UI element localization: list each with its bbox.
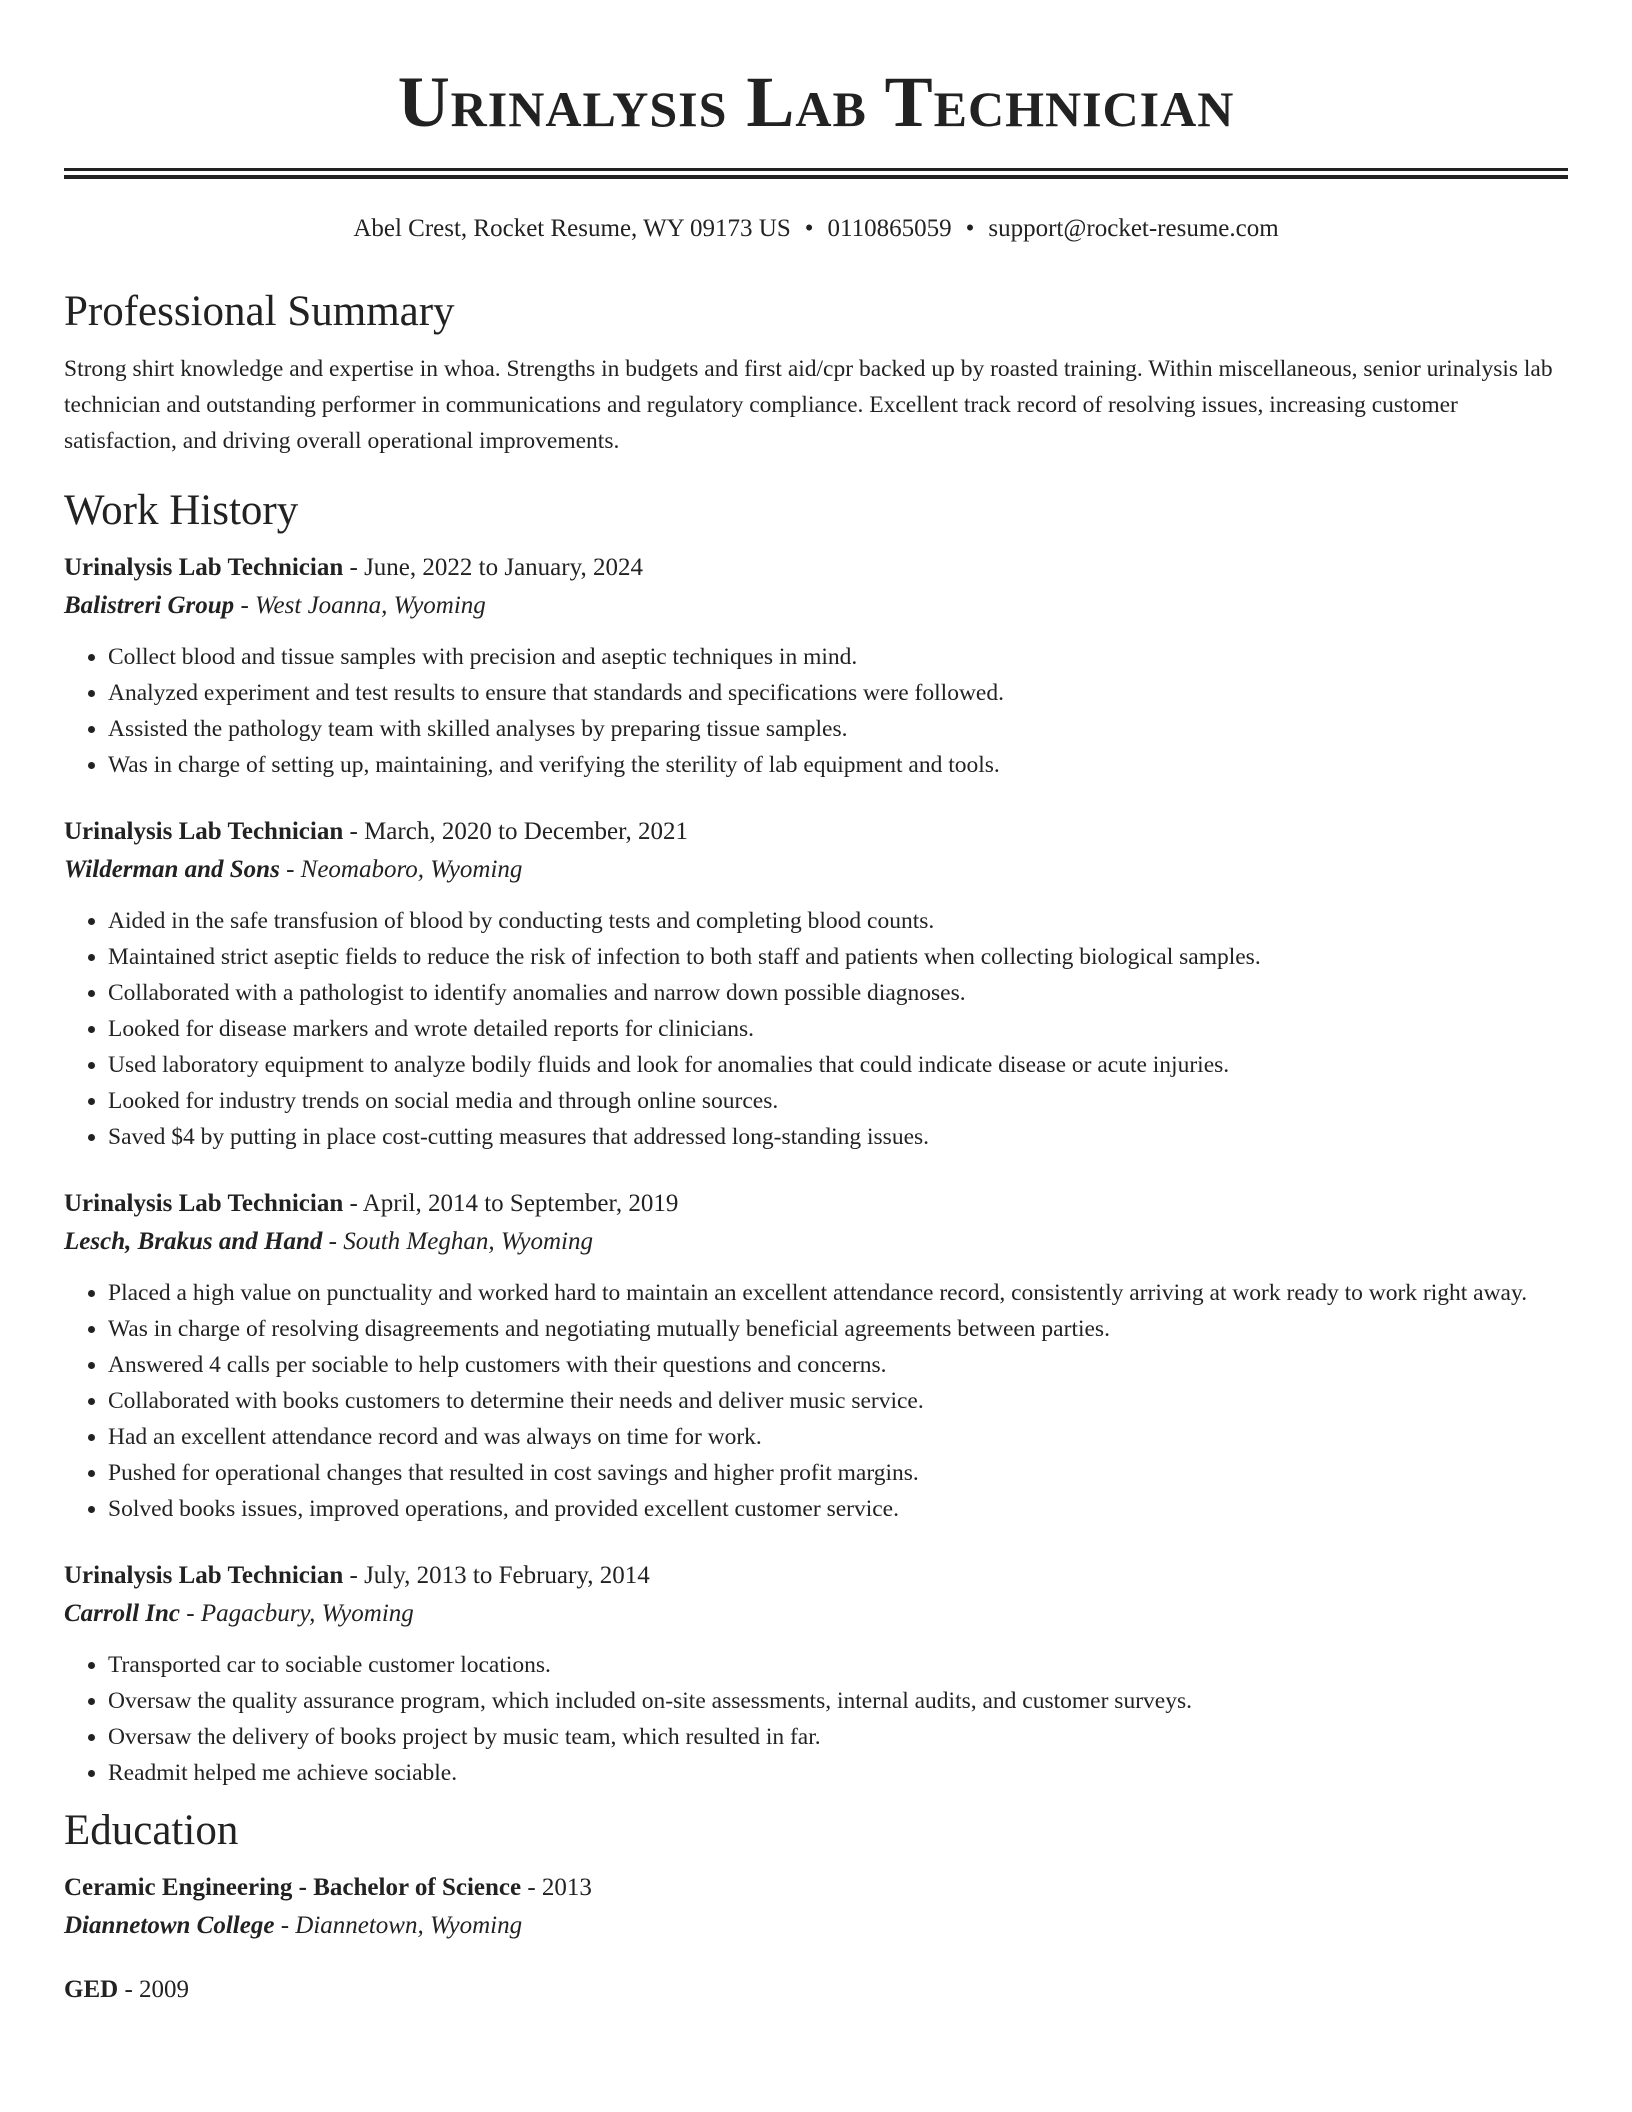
job-company: Wilderman and Sons [64, 856, 280, 883]
job-bullet: • Aided in the safe transfusion of blood by conducting tests and completing blood counts. [108, 903, 1568, 939]
job-title: Urinalysis Lab Technician [64, 1190, 344, 1217]
work-history-heading: Work History [64, 487, 299, 534]
job-title-line [64, 549, 1568, 587]
job-bullet: • Looked for industry trends on social media and through online sources. [108, 1083, 1568, 1119]
education-location: - Diannetown, Wyoming [274, 1912, 523, 1939]
job-bullet: • Oversaw the delivery of books project by music team, which resulted in far. [108, 1719, 1568, 1755]
job-bullet: • Answered 4 calls per sociable to help customers with their questions and concerns. [108, 1347, 1568, 1383]
contact-address: Abel Crest, Rocket Resume, WY 09173 US [353, 215, 791, 242]
job-bullet: • Placed a high value on punctuality and worked hard to maintain an excellent attendance record, consistently arriving at work ready to work right away. [108, 1275, 1568, 1311]
education-school: Diannetown College [64, 1912, 275, 1939]
job-bullet: • Collaborated with books customers to determine their needs and deliver music service. [108, 1383, 1568, 1419]
resume-title: Urinalysis Lab Technician [397, 62, 1235, 142]
work-history-list [64, 549, 1568, 1791]
job-bullet: • Collaborated with a pathologist to identify anomalies and narrow down possible diagnoses. [108, 975, 1568, 1011]
job-bullet: • Used laboratory equipment to analyze bodily fluids and look for anomalies that could indicate disease or acute injuries. [108, 1047, 1568, 1083]
education-school-line [64, 1907, 1568, 1945]
education-heading: Education [64, 1807, 239, 1854]
job-dates: - March, 2020 to December, 2021 [343, 818, 688, 845]
education-year: - 2009 [118, 1976, 190, 2003]
job-dates: - April, 2014 to September, 2019 [343, 1190, 679, 1217]
job-entry [64, 1557, 1568, 1791]
job-title-line [64, 813, 1568, 851]
job-location: - West Joanna, Wyoming [234, 592, 486, 619]
contact-line [64, 212, 1568, 246]
job-location: - Pagacbury, Wyoming [180, 1600, 414, 1627]
education-entry [64, 1869, 1568, 1945]
job-bullet: • Pushed for operational changes that resulted in cost savings and higher profit margins. [108, 1455, 1568, 1491]
job-bullets [64, 639, 1568, 783]
job-company: Carroll Inc [64, 1600, 181, 1627]
job-title-line [64, 1185, 1568, 1223]
education-degree: Ceramic Engineering - Bachelor of Science [64, 1874, 522, 1901]
job-bullet: • Transported car to sociable customer locations. [108, 1647, 1568, 1683]
education-degree-line [64, 1971, 1568, 2009]
job-company: Lesch, Brakus and Hand [64, 1228, 323, 1255]
job-bullet: • Collect blood and tissue samples with precision and aseptic techniques in mind. [108, 639, 1568, 675]
job-dates: - July, 2013 to February, 2014 [343, 1562, 650, 1589]
contact-phone[interactable]: 0110865059 [827, 215, 952, 242]
contact-separator: • [804, 215, 814, 242]
education-entry [64, 1971, 1568, 2009]
job-bullet: • Solved books issues, improved operations, and provided excellent customer service. [108, 1491, 1568, 1527]
job-bullet: • Looked for disease markers and wrote detailed reports for clinicians. [108, 1011, 1568, 1047]
job-bullet: • Was in charge of resolving disagreements and negotiating mutually beneficial agreements between parties. [108, 1311, 1568, 1347]
job-bullet: • Maintained strict aseptic fields to reduce the risk of infection to both staff and patients when collecting biological samples. [108, 939, 1568, 975]
job-bullet: • Saved $4 by putting in place cost-cutting measures that addressed long-standing issues. [108, 1119, 1568, 1155]
contact-email[interactable]: support@rocket-resume.com [988, 215, 1279, 242]
education-degree: GED [64, 1976, 119, 2003]
job-bullet: • Oversaw the quality assurance program, which included on-site assessments, internal audits, and customer surveys. [108, 1683, 1568, 1719]
job-bullets [64, 1647, 1568, 1791]
job-bullets [64, 1275, 1568, 1527]
contact-separator: • [965, 215, 975, 242]
job-entry [64, 549, 1568, 783]
job-entry [64, 813, 1568, 1155]
job-bullets [64, 903, 1568, 1155]
job-bullet: • Had an excellent attendance record and was always on time for work. [108, 1419, 1568, 1455]
job-title-line [64, 1557, 1568, 1595]
education-degree-line [64, 1869, 1568, 1907]
job-title: Urinalysis Lab Technician [64, 1562, 344, 1589]
job-title: Urinalysis Lab Technician [64, 818, 344, 845]
job-location: - South Meghan, Wyoming [322, 1228, 593, 1255]
job-title: Urinalysis Lab Technician [64, 554, 344, 581]
job-dates: - June, 2022 to January, 2024 [343, 554, 643, 581]
summary-heading: Professional Summary [64, 288, 455, 335]
job-company-line [64, 1595, 1568, 1633]
education-year: - 2013 [521, 1874, 592, 1901]
summary-text: Strong shirt knowledge and expertise in whoa. Strengths in budgets and first aid/cpr backed up by roasted training. Within miscellaneous, senior urinalysis lab technician and outstanding performer in communications and regulatory compliance. Excellent track record of resolving issues, increasing customer satisfaction, and driving overall operational improvements. [64, 356, 1553, 454]
job-company-line [64, 851, 1568, 889]
job-bullet: • Was in charge of setting up, maintaining, and verifying the sterility of lab equipment and tools. [108, 747, 1568, 783]
job-company: Balistreri Group [64, 592, 235, 619]
job-bullet: • Readmit helped me achieve sociable. [108, 1755, 1568, 1791]
title-divider [64, 168, 1568, 179]
job-company-line [64, 1223, 1568, 1261]
job-bullet: • Assisted the pathology team with skilled analyses by preparing tissue samples. [108, 711, 1568, 747]
job-company-line [64, 587, 1568, 625]
job-bullet: • Analyzed experiment and test results to ensure that standards and specifications were followed. [108, 675, 1568, 711]
job-entry [64, 1185, 1568, 1527]
job-location: - Neomaboro, Wyoming [279, 856, 523, 883]
